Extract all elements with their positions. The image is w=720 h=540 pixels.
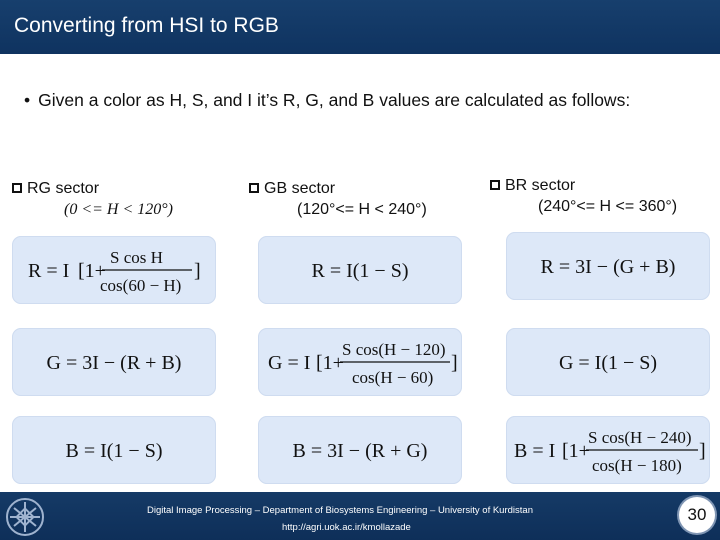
formula-numerator: S cos(H − 240): [588, 428, 692, 447]
bullet-icon: •: [24, 90, 31, 110]
sector-gb: [249, 180, 427, 219]
plus-sign: [1+: [78, 260, 106, 282]
slide-title: Converting from HSI to RGB: [14, 14, 279, 37]
formula-lhs: G = I: [268, 352, 311, 374]
checkbox-bullet-icon: [490, 180, 500, 190]
sector-gb-label: GB sector: [264, 180, 336, 197]
formula-card-rg-b: [12, 416, 216, 484]
formula-numerator: S cos(H − 120): [342, 340, 446, 359]
formula-card-rg-g: [12, 328, 216, 396]
formula-card-br-b: [506, 416, 710, 484]
formula-denominator: cos(60 − H): [100, 276, 182, 295]
formula-card-gb-r: [258, 236, 462, 304]
formula-gb-b: B = 3I − (R + G): [292, 440, 428, 462]
plus-sign: [1+: [562, 440, 590, 462]
formula-br-g: G = I(1 − S): [558, 352, 658, 374]
university-logo-icon: [4, 496, 46, 538]
sector-br: [490, 177, 677, 216]
sector-rg: [12, 180, 173, 219]
checkbox-bullet-icon: [12, 183, 22, 193]
sector-br-range: (240°<= H <= 360°): [538, 198, 678, 215]
bracket-close: ]: [451, 352, 458, 374]
sector-rg-range: (0 <= H < 120°): [64, 201, 173, 218]
formula-rg-g: G = 3I − (R + B): [46, 352, 182, 374]
plus-sign: [1+: [316, 352, 344, 374]
formula-card-br-g: [506, 328, 710, 396]
bracket-close: ]: [194, 260, 201, 282]
formula-lhs: B = I: [514, 440, 556, 462]
intro-text: Given a color as H, S, and I it’s R, G, and B values are calculated as follows:: [38, 90, 631, 110]
sector-rg-label: RG sector: [27, 180, 100, 197]
formula-gb-r: R = I(1 − S): [311, 260, 409, 282]
formula-denominator: cos(H − 60): [352, 368, 434, 387]
formula-lhs: R = I: [28, 260, 70, 282]
formula-card-rg-r: [12, 236, 216, 304]
formula-rg-r: [14, 237, 214, 303]
formula-card-gb-b: [258, 416, 462, 484]
formula-numerator: S cos H: [110, 248, 163, 267]
formula-br-b: [508, 417, 708, 483]
intro-paragraph: [24, 82, 688, 118]
formula-denominator: cos(H − 180): [592, 456, 682, 475]
formula-card-br-r: [506, 232, 710, 300]
page-number: 30: [679, 497, 715, 533]
footer-url[interactable]: http://agri.uok.ac.ir/kmollazade: [282, 522, 411, 533]
title-bar: [0, 0, 720, 54]
sector-br-label: BR sector: [505, 177, 576, 194]
checkbox-bullet-icon: [249, 183, 259, 193]
formula-rg-b: B = I(1 − S): [65, 440, 163, 462]
bracket-close: ]: [699, 440, 706, 462]
formula-card-gb-g: [258, 328, 462, 396]
sector-gb-range: (120°<= H < 240°): [297, 201, 427, 218]
footer-department: Digital Image Processing – Department of Biosystems Engineering – University of Kurdistan: [147, 505, 533, 516]
formula-br-r: R = 3I − (G + B): [540, 256, 676, 278]
formula-gb-g: [260, 329, 460, 395]
